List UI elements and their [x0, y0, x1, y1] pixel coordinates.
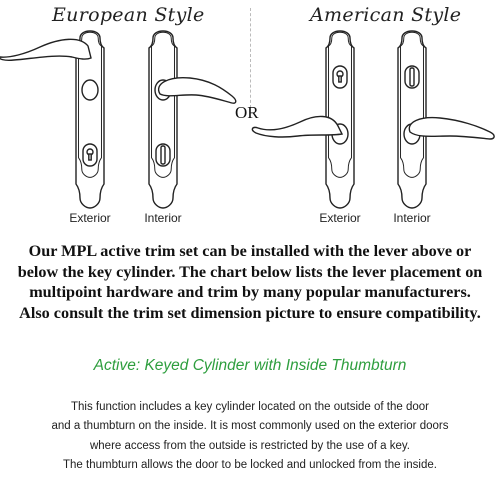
function-title: Active: Keyed Cylinder with Inside Thumbturn	[93, 357, 407, 374]
american-exterior-lever	[252, 116, 342, 137]
american-exterior-key-cylinder	[333, 66, 347, 88]
function-description	[0, 398, 500, 476]
american-style-heading: American Style	[310, 4, 462, 26]
american-interior-lever	[409, 118, 494, 139]
description-line: and a thumbturn on the inside. It is most commonly used on the exterior doors	[51, 420, 449, 433]
description-line: The thumbturn allows the door to be locked and unlocked from the inside.	[63, 459, 437, 472]
european-style-heading: European Style	[52, 4, 205, 26]
european-exterior-lever	[0, 39, 91, 60]
intro-line: multipoint hardware and trim by many popular manufacturers.	[29, 283, 471, 301]
european-interior-caption: Interior	[144, 211, 182, 225]
description-line: This function includes a key cylinder located on the outside of the door	[71, 401, 429, 413]
american-interior-thumbturn	[405, 66, 419, 88]
european-exterior-key-cylinder	[83, 144, 97, 166]
intro-line: Our MPL active trim set can be installed with the lever above or	[28, 242, 472, 260]
intro-line: Also consult the trim set dimension picture to ensure compatibility.	[19, 303, 481, 322]
intro-line: below the key cylinder. The chart below lists the lever placement on	[17, 262, 483, 281]
american-interior-caption: Interior	[393, 211, 431, 225]
european-interior-plate	[149, 31, 177, 208]
european-exterior-rose	[82, 80, 98, 100]
description-line: where access from the outside is restricted by the use of a key.	[89, 439, 411, 452]
or-label: OR	[235, 103, 259, 122]
european-interior-thumbturn	[156, 144, 170, 166]
intro-paragraph	[0, 241, 500, 323]
european-exterior-caption: Exterior	[69, 211, 111, 225]
trim-diagram	[0, 0, 500, 230]
american-exterior-caption: Exterior	[319, 211, 361, 225]
